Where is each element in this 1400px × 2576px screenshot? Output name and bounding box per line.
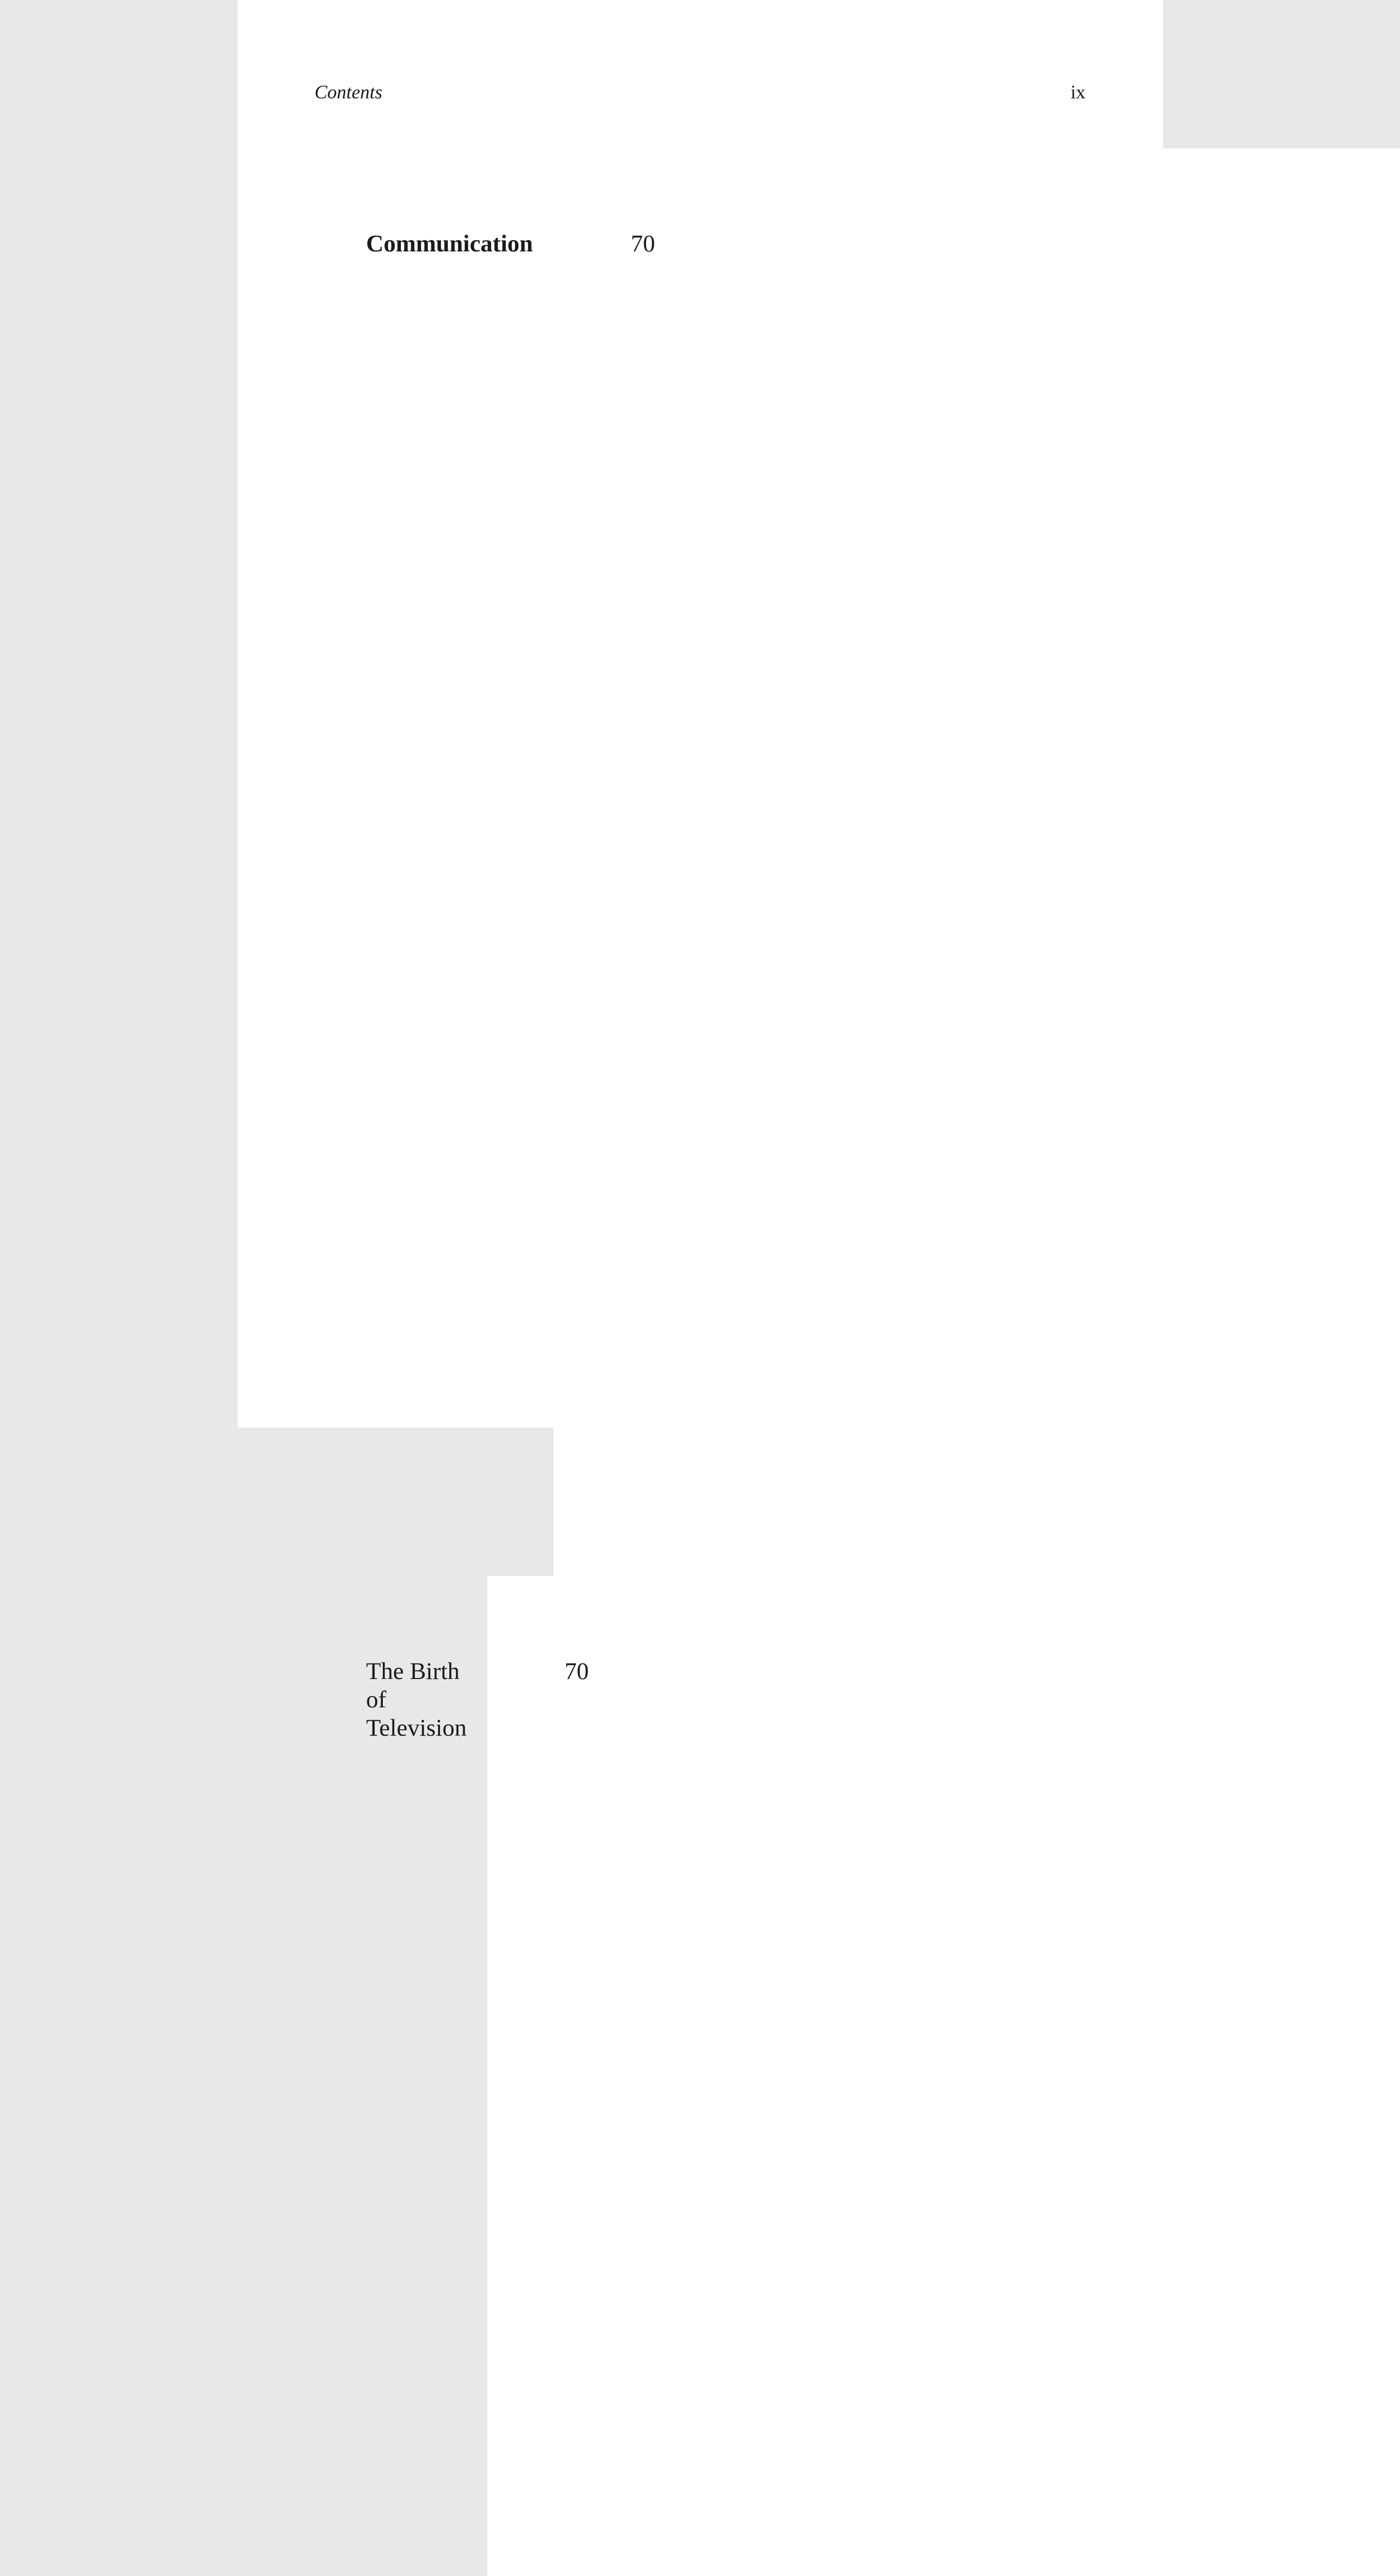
toc-page bbox=[238, 0, 1163, 1741]
toc-item bbox=[315, 1576, 1086, 2576]
toc-section-heading bbox=[315, 148, 1086, 1576]
entry-label: Communication bbox=[366, 230, 533, 257]
running-header-title: Contents bbox=[314, 82, 383, 103]
running-header-page-number: ix bbox=[1070, 82, 1086, 103]
entry-page-number: 70 bbox=[487, 1576, 1400, 2576]
entry-label: The Birth of Television bbox=[366, 1658, 467, 1741]
entry-page-number: 70 bbox=[553, 148, 1400, 1576]
running-header bbox=[315, 81, 1086, 104]
table-of-contents bbox=[315, 148, 1086, 2576]
